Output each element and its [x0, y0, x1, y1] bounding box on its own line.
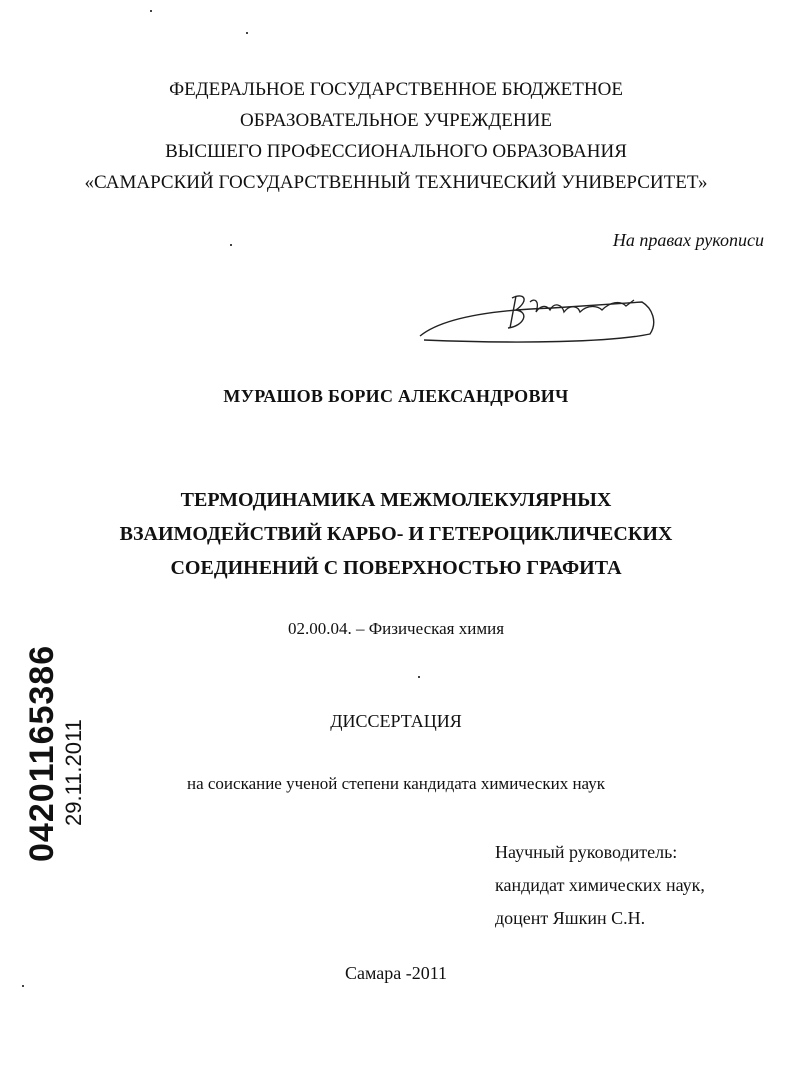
stamp-date: 29.11.2011: [61, 719, 86, 826]
scan-speck: [22, 985, 24, 987]
city-year: Самара -2011: [344, 963, 448, 983]
institution-line-4: «САМАРСКИЙ ГОСУДАРСТВЕННЫЙ ТЕХНИЧЕСКИЙ УНИВЕРСИТЕТ»: [84, 172, 708, 193]
author-name: МУРАШОВ БОРИС АЛЕКСАНДРОВИЧ: [223, 386, 569, 406]
institution-header: [0, 74, 792, 198]
title-line-2: ВЗАИМОДЕЙСТВИЙ КАРБО- И ГЕТЕРОЦИКЛИЧЕСКИХ: [119, 523, 673, 545]
specialty: 02.00.04. – Физическая химия: [287, 619, 505, 638]
advisor-name: доцент Яшкин С.Н.: [495, 908, 646, 928]
document-type: ДИССЕРТАЦИЯ: [330, 711, 462, 731]
rights-note: На правах рукописи: [612, 230, 764, 250]
scan-speck: [150, 10, 152, 12]
institution-line-3: ВЫСШЕГО ПРОФЕССИОНАЛЬНОГО ОБРАЗОВАНИЯ: [165, 141, 627, 162]
advisor-block: [495, 836, 705, 935]
dissertation-title: [0, 483, 792, 585]
scan-speck: [230, 244, 232, 246]
scan-speck: [418, 676, 420, 678]
advisor-label: Научный руководитель:: [495, 842, 678, 862]
signature-icon: [412, 288, 662, 348]
title-line-1: ТЕРМОДИНАМИКА МЕЖМОЛЕКУЛЯРНЫХ: [180, 489, 612, 511]
title-line-3: СОЕДИНЕНИЙ С ПОВЕРХНОСТЬЮ ГРАФИТА: [170, 557, 622, 579]
scan-speck: [246, 32, 248, 34]
advisor-degree: кандидат химических наук,: [495, 875, 705, 895]
institution-line-1: ФЕДЕРАЛЬНОЕ ГОСУДАРСТВЕННОЕ БЮДЖЕТНОЕ: [169, 79, 623, 100]
institution-line-2: ОБРАЗОВАТЕЛЬНОЕ УЧРЕЖДЕНИЕ: [240, 110, 552, 131]
stamp-number: 04201165386: [23, 644, 61, 862]
degree-line: на соискание ученой степени кандидата химических наук: [186, 774, 605, 793]
